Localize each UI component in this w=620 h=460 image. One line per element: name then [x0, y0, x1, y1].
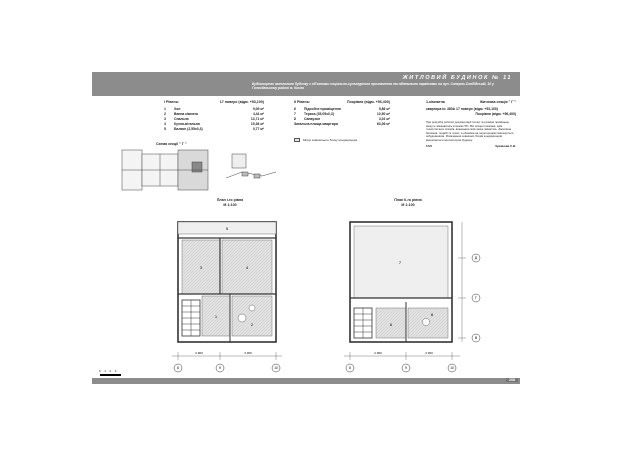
axis-label: 10 [450, 366, 454, 371]
room-label: 5 [225, 226, 229, 231]
table-row: 4 Кухня-вітальня 15,36 м² [164, 122, 264, 126]
room-label: 3 [199, 265, 203, 270]
apartment-type-row: 1-кімнатна Житлова секція " Г " [426, 100, 516, 104]
plan2-title: План II-го рівня М 1:100 [394, 198, 422, 207]
axis-label: 9 [405, 366, 407, 371]
axis-label: В [474, 336, 478, 341]
table-row: 6 Підсобне приміщення 5,86 м² [294, 107, 390, 111]
dim-label: 3 300 [244, 351, 252, 355]
plan1-title: План I-го рівня М 1:100 [216, 198, 244, 207]
apartment-roof: Покрівля (відм. +56,400) [475, 112, 516, 116]
room-label: 1 [214, 314, 218, 319]
axis-label: Д [474, 256, 478, 261]
axis-label: 8 [177, 366, 179, 371]
room-label: 4 [245, 265, 249, 270]
apartment-note: При розробці робочої документації площі та розміри приміщень можуть змінюватись в межах 5%. Всі отвори показані, крім технологічних отворів, виконання яких може змінитись. Заскління балконів, лоджій та терас, а обшивка на перегородках виконується забудовником. Розміщення зовнішніх блоків кондиціонерів визначається архітектором будинку. [426, 120, 514, 142]
header-subtitle: Будівництво житлового будинку з об'єктами соціально-культурного призначення та підземними паркінгами на вул. Саперно-Слобідській, 10 у Голосіївському районі м. Києва [252, 82, 494, 90]
legend-label: Місце зовнішнього блоку кондиціонера [303, 138, 358, 142]
total-row: Загальна площа квартири 63,06 м² [294, 122, 390, 126]
footer-bar [92, 378, 520, 384]
table-row: 1 Хол 9,09 м² [164, 107, 264, 111]
gap-row: ГАП Чумакова С.В. [426, 143, 516, 148]
table-row: 3 Спальня 13,71 м² [164, 117, 264, 121]
axis-label: 8 [349, 366, 351, 371]
table-row: 2 Ванна кімната 4,44 м² [164, 112, 264, 116]
apartment-number: квартира № 380А 17 поверх (відм. +53,100) [426, 107, 498, 111]
room-label: 6 [389, 322, 393, 327]
table-row: 7 Тераса (35,05x0,3) 10,50 м² [294, 112, 390, 116]
level2-heading: II Рівень: Покрівля (відм. +56,400) [294, 100, 390, 104]
room-label: 8 [430, 312, 434, 317]
table-row: 5 Балкон (2,55x0,3) 0,77 м² [164, 127, 264, 131]
section-scheme [122, 150, 276, 190]
table-row: 8 Санвузол 3,02 м² [294, 117, 390, 121]
header-title: ЖИТЛОВИЙ БУДИНОК № 11 [402, 75, 512, 81]
plan2-drawing [344, 222, 480, 372]
level1-heading: I Рівень: 17 поверх (відм. +53,100) [164, 100, 264, 104]
scheme-title: Схема секції " Г " [156, 142, 187, 146]
room-label: 7 [398, 260, 402, 265]
document-sheet [92, 72, 520, 388]
axis-label: 9 [219, 366, 221, 371]
dim-label: 2 900 [195, 351, 203, 355]
room-label: 2 [250, 322, 254, 327]
dim-label: 2 900 [374, 351, 382, 355]
scale-bar [100, 374, 121, 376]
dim-label: 3 300 [425, 351, 433, 355]
plan1-drawing [172, 222, 282, 372]
drawings-layer [92, 72, 520, 388]
axis-label: 10 [274, 366, 278, 371]
page-number: 208 [506, 378, 518, 382]
axis-label: Г [474, 296, 478, 301]
scale-labels: 0 1 2 3 [99, 369, 117, 373]
